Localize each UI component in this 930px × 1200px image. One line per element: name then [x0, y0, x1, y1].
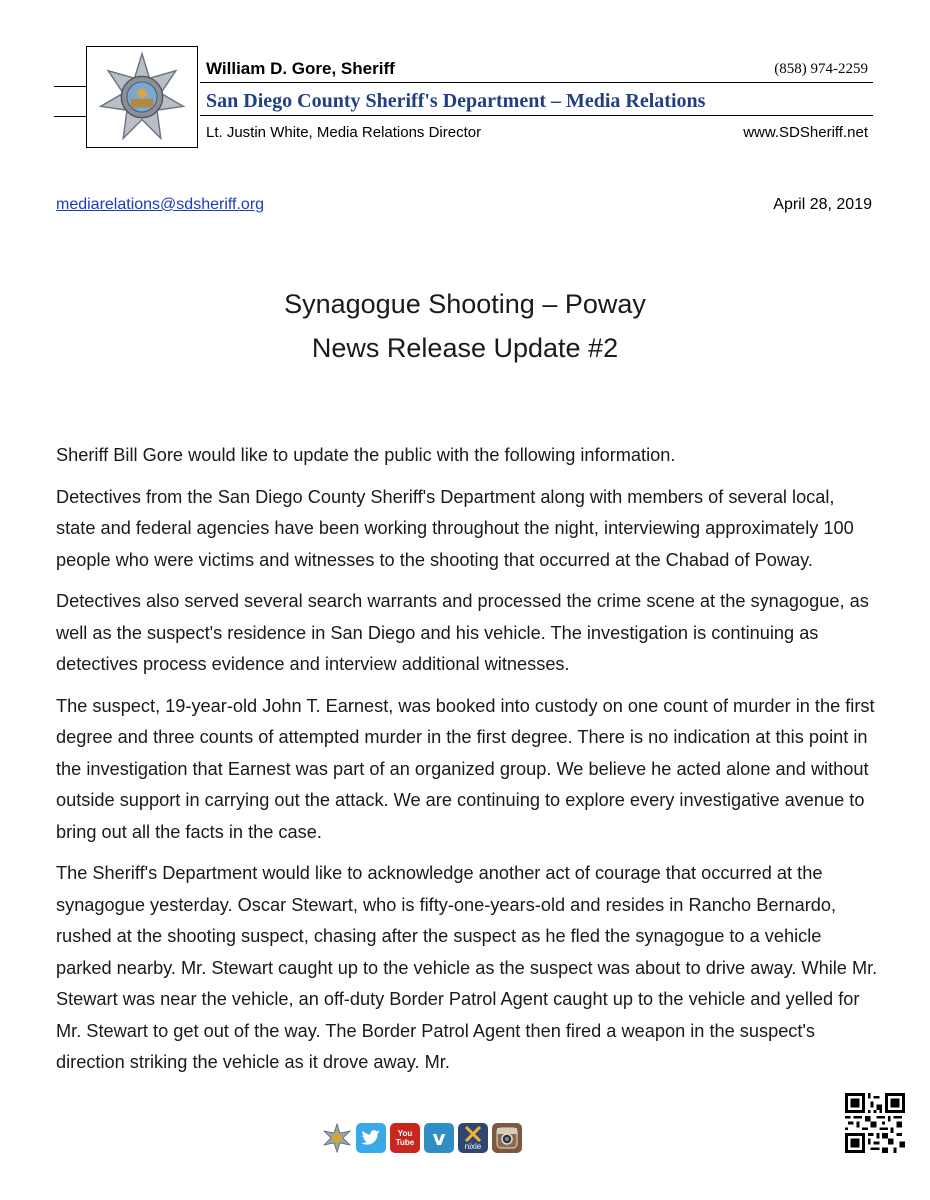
email-link[interactable]: mediarelations@sdsheriff.org	[56, 196, 265, 213]
department-name: San Diego County Sheriff's Department – Media Relations	[206, 90, 706, 112]
website[interactable]: www.SDSheriff.net	[743, 124, 868, 141]
sheriff-badge-icon[interactable]	[322, 1123, 352, 1153]
letterhead-left-rule-2	[54, 116, 87, 117]
release-body	[56, 440, 878, 1089]
social-links	[322, 1123, 522, 1153]
sheriff-name: William D. Gore, Sheriff	[206, 59, 395, 78]
letterhead-top-rule	[200, 82, 873, 83]
vimeo-label: v	[432, 1126, 446, 1150]
release-title: Synagogue Shooting – Poway	[284, 289, 646, 319]
nixle-icon[interactable]	[458, 1123, 488, 1153]
letterhead-left-rule	[54, 86, 87, 87]
sheriff-star-icon	[95, 50, 189, 144]
paragraph: Detectives also served several search warrants and processed the crime scene at the synagogue, as well as the suspect's residence in San Diego and his vehicle. The investigation is continuing as detectives process evidence and interview additional witnesses.	[56, 591, 869, 674]
paragraph: Detectives from the San Diego County Sheriff's Department along with members of several local, state and federal agencies have been working throughout the night, interviewing approximately 100 people who were victims and witnesses to the shooting that occurred at the Chabad of Poway.	[56, 486, 854, 570]
sheriff-star-logo	[86, 46, 198, 148]
nixle-label: nixle	[464, 1141, 482, 1151]
youtube-label: You Tube	[395, 1129, 415, 1147]
twitter-icon[interactable]	[356, 1123, 386, 1153]
letterhead-middle-rule	[200, 115, 873, 116]
paragraph: Sheriff Bill Gore would like to update the public with the following information.	[56, 445, 676, 465]
instagram-icon[interactable]	[492, 1123, 522, 1153]
vimeo-icon[interactable]	[424, 1123, 454, 1153]
release-date: April 28, 2019	[773, 196, 872, 213]
release-subtitle: News Release Update #2	[311, 333, 619, 363]
phone-number: (858) 974-2259	[774, 61, 868, 77]
paragraph: The suspect, 19-year-old John T. Earnest, was booked into custody on one count of murder in the first degree and three counts of attempted murder in the first degree. There is no indication at this point in the investigation that Earnest was part of an organized group. We believe he acted alone and without outside support in carrying out the attack. We are continuing to explore every investigative avenue to bring out all the facts in the case.	[56, 695, 875, 842]
paragraph: The Sheriff's Department would like to acknowledge another act of courage that occurred at the synagogue yesterday. Oscar Stewart, who is fifty-one-years-old and resides in Rancho Bernardo, rushed at the shooting suspect, chasing after the suspect as he fled the synagogue to a vehicle parked nearby. Mr. Stewart caught up to the vehicle as the suspect was about to drive away. While Mr. Stewart was near the vehicle, an off-duty Border Patrol Agent caught up to the vehicle and yelled for Mr. Stewart to get out of the way. The Border Patrol Agent then fired a weapon in the suspect's direction striking the vehicle as it drove away. Mr.	[56, 863, 878, 1072]
youtube-icon[interactable]	[390, 1123, 420, 1153]
qr-code-icon[interactable]	[845, 1093, 905, 1153]
media-relations-director: Lt. Justin White, Media Relations Director	[206, 124, 482, 141]
